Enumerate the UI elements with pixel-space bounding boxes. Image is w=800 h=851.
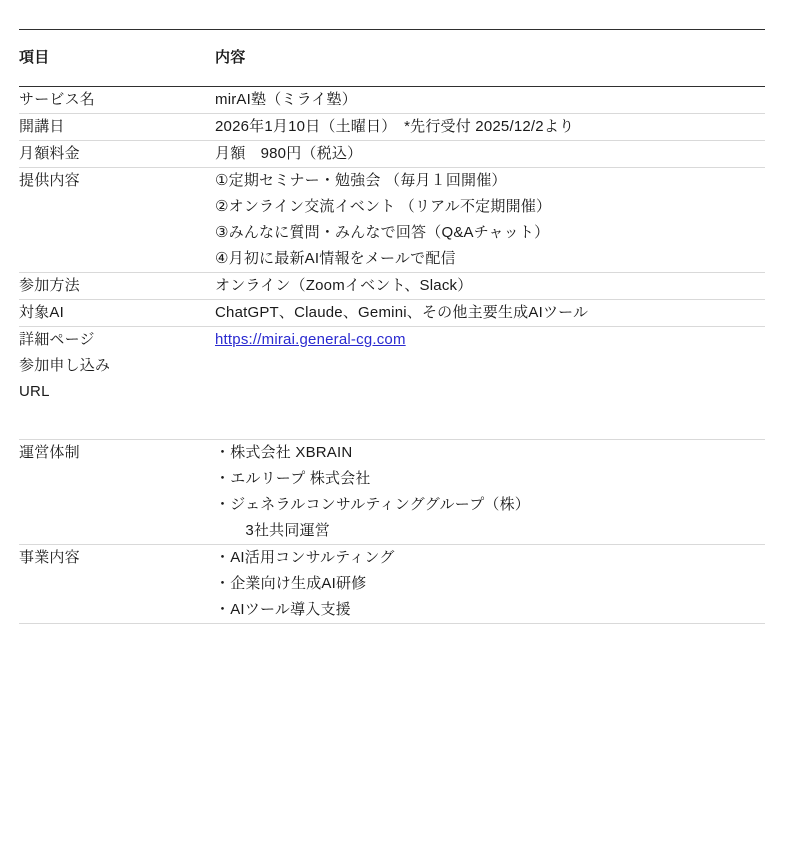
value-line: mirAI塾（ミライ塾） — [215, 91, 357, 108]
value-line: ③みんなに質問・みんなで回答（Q&Aチャット） — [215, 224, 550, 241]
value-line: ②オンライン交流イベント （リアル不定期開催） — [215, 198, 552, 215]
detail-page-link[interactable]: https://mirai.general-cg.com — [215, 331, 406, 348]
table-row — [19, 300, 765, 327]
row-label-detail-url — [19, 327, 215, 440]
row-value-monthly-fee — [215, 141, 765, 168]
value-line: 3社共同運営 — [215, 522, 330, 539]
row-value-offerings — [215, 168, 765, 273]
value-line: ・エルリープ 株式会社 — [215, 470, 371, 487]
value-line: ・企業向け生成AI研修 — [215, 575, 367, 592]
value-line: ①定期セミナー・勉強会 （毎月１回開催） — [215, 172, 507, 189]
table-row — [19, 327, 765, 440]
table-header-content: 内容 — [215, 49, 246, 66]
value-line: ・AI活用コンサルティング — [215, 549, 395, 566]
row-value-business-content — [215, 545, 765, 624]
service-info-table — [19, 29, 765, 624]
row-label-participation-method: 参加方法 — [19, 277, 80, 294]
table-header-row — [19, 30, 765, 87]
row-value-service-name — [215, 87, 765, 114]
table-row — [19, 545, 765, 624]
table-row — [19, 114, 765, 141]
table-header-item: 項目 — [19, 49, 50, 66]
label-line: 参加申し込み — [19, 357, 111, 374]
label-line: 詳細ページ — [19, 331, 95, 348]
row-value-management-structure — [215, 440, 765, 545]
row-label-offerings: 提供内容 — [19, 172, 80, 189]
value-line: ・AIツール導入支援 — [215, 601, 351, 618]
value-line: オンライン（Zoomイベント、Slack） — [215, 277, 473, 294]
row-value-participation-method — [215, 273, 765, 300]
label-line: URL — [19, 383, 50, 400]
value-line: ・株式会社 XBRAIN — [215, 444, 353, 461]
row-label-management-structure: 運営体制 — [19, 444, 80, 461]
value-line: ④月初に最新AI情報をメールで配信 — [215, 250, 456, 267]
row-label-start-date: 開講日 — [19, 118, 65, 135]
row-value-start-date — [215, 114, 765, 141]
value-line: 月額 980円（税込） — [215, 145, 363, 162]
row-label-business-content: 事業内容 — [19, 549, 80, 566]
row-label-target-ai: 対象AI — [19, 304, 64, 321]
row-label-service-name: サービス名 — [19, 91, 96, 108]
table-row — [19, 440, 765, 545]
row-label-monthly-fee: 月額料金 — [19, 145, 80, 162]
value-line: ChatGPT、Claude、Gemini、その他主要生成AIツール — [215, 304, 589, 321]
table-row — [19, 141, 765, 168]
value-line: ・ジェネラルコンサルティンググループ（株） — [215, 496, 531, 513]
table-row — [19, 273, 765, 300]
table-row — [19, 168, 765, 273]
row-value-detail-url — [215, 327, 765, 440]
table-row — [19, 87, 765, 114]
value-line: 2026年1月10日（土曜日） *先行受付 2025/12/2より — [215, 118, 575, 135]
row-value-target-ai — [215, 300, 765, 327]
